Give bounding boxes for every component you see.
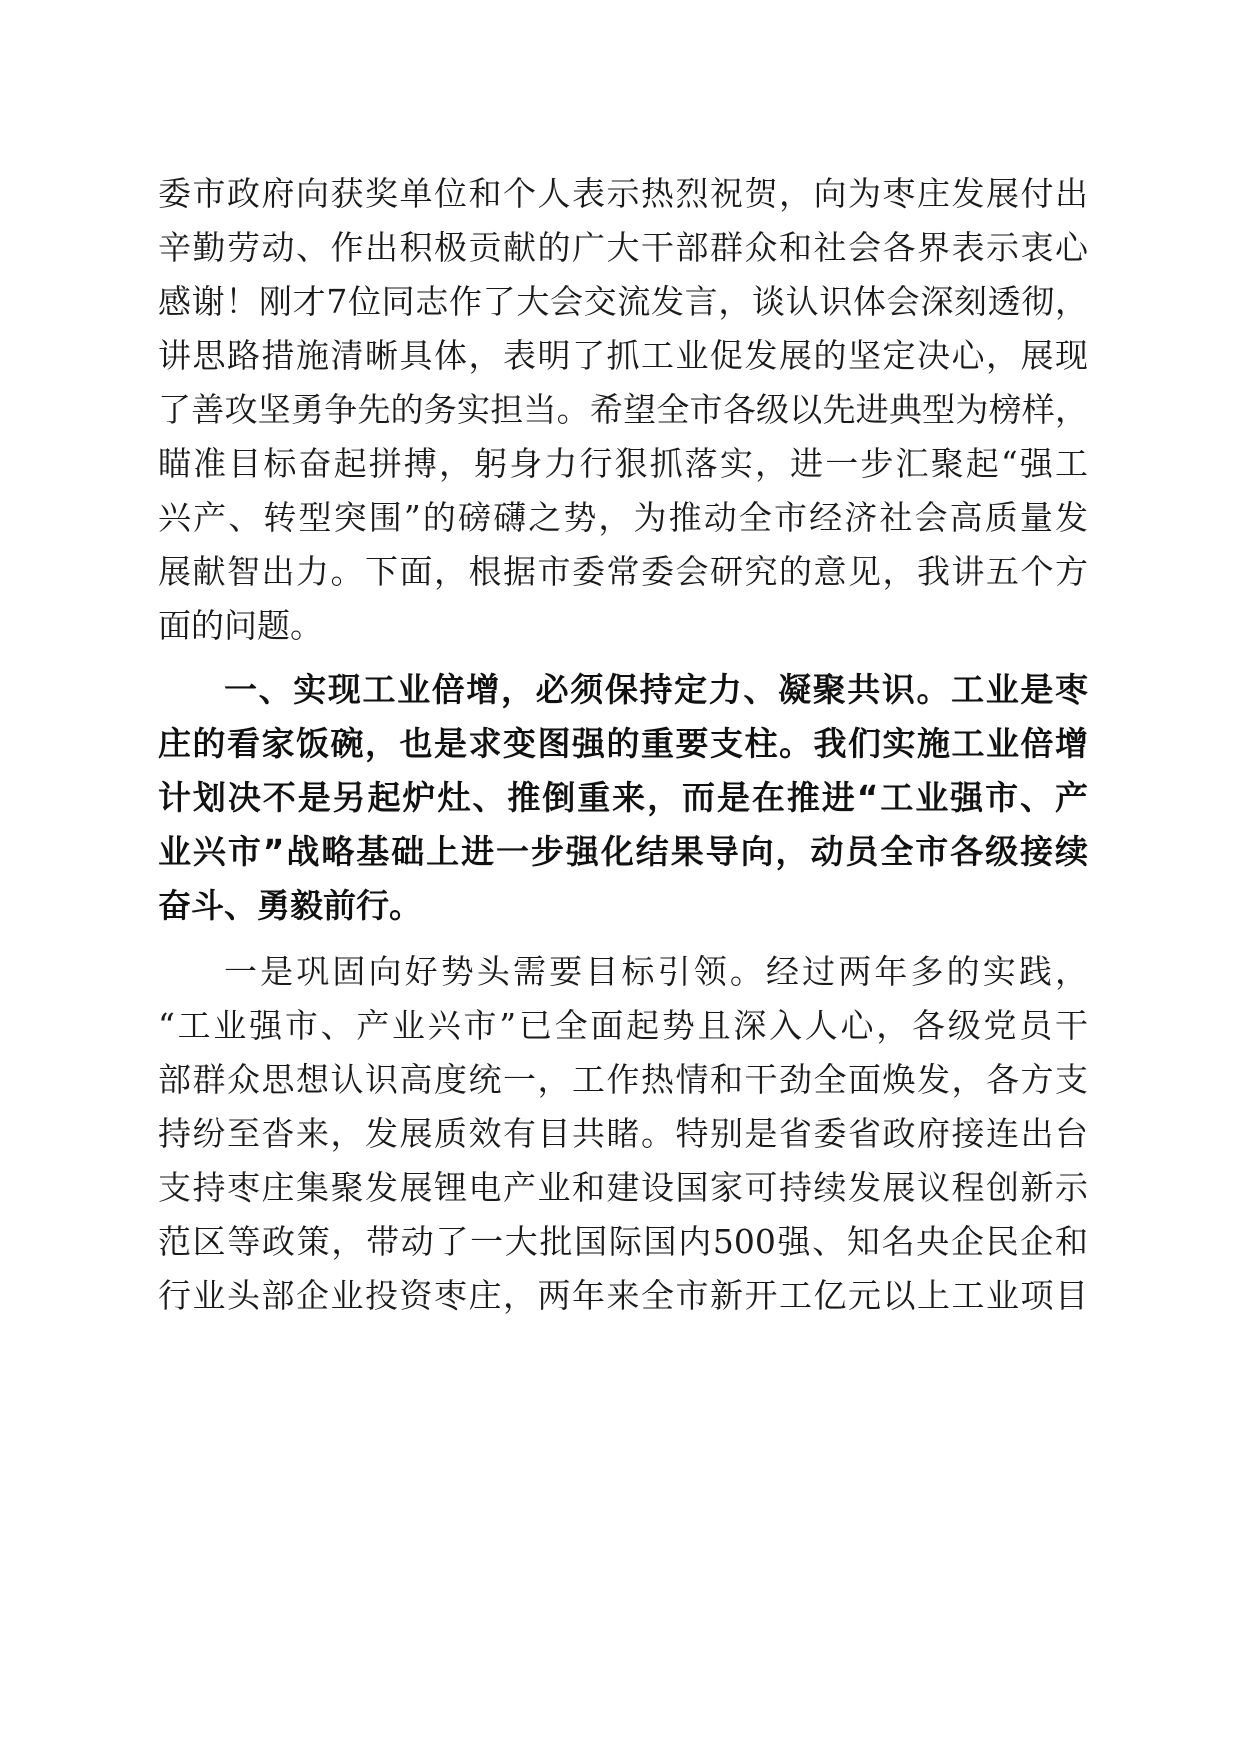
heading-line: 业兴市”战略基础上进一步强化结果导向，动员全市各级接续 [158,832,1088,871]
heading-line: 一、实现工业倍增，必须保持定力、凝聚共识。工业是枣 [224,670,1088,709]
text-line: 部群众思想认识高度统一，工作热情和干劲全面焕发，各方支 [158,1060,1088,1099]
text-line: 辛勤劳动、作出积极贡献的广大干部群众和社会各界表示衷心 [158,228,1088,267]
text-line: 感谢！刚才7位同志作了大会交流发言，谈认识体会深刻透彻， [158,282,1088,321]
text-line: 兴产、转型突围”的磅礴之势，为推动全市经济社会高质量发 [158,498,1088,537]
text-line: 一是巩固向好势头需要目标引领。经过两年多的实践， [224,952,1088,991]
text-line: 支持枣庄集聚发展锂电产业和建设国家可持续发展议程创新示 [158,1168,1088,1207]
heading-line: 计划决不是另起炉灶、推倒重来，而是在推进“工业强市、产 [158,778,1088,817]
text-line: 了善攻坚勇争先的务实担当。希望全市各级以先进典型为榜样， [158,390,1088,429]
text-line: 持纷至沓来，发展质效有目共睹。特别是省委省政府接连出台 [158,1114,1088,1153]
text-line: 行业头部企业投资枣庄，两年来全市新开工亿元以上工业项目 [158,1276,1088,1315]
text-line: 委市政府向获奖单位和个人表示热烈祝贺，向为枣庄发展付出 [158,174,1088,213]
text-line: “工业强市、产业兴市”已全面起势且深入人心，各级党员干 [158,1006,1088,1045]
text-line: 展献智出力。下面，根据市委常委会研究的意见，我讲五个方 [158,552,1088,591]
text-line: 面的问题。 [158,606,323,645]
heading-line: 奋斗、勇毅前行。 [158,886,422,925]
heading-line: 庄的看家饭碗，也是求变图强的重要支柱。我们实施工业倍增 [158,724,1088,763]
text-line: 讲思路措施清晰具体，表明了抓工业促发展的坚定决心，展现 [158,336,1088,375]
text-line: 范区等政策，带动了一大批国际国内500强、知名央企民企和 [158,1222,1088,1261]
text-line: 瞄准目标奋起拼搏，躬身力行狠抓落实，进一步汇聚起“强工 [158,444,1088,483]
